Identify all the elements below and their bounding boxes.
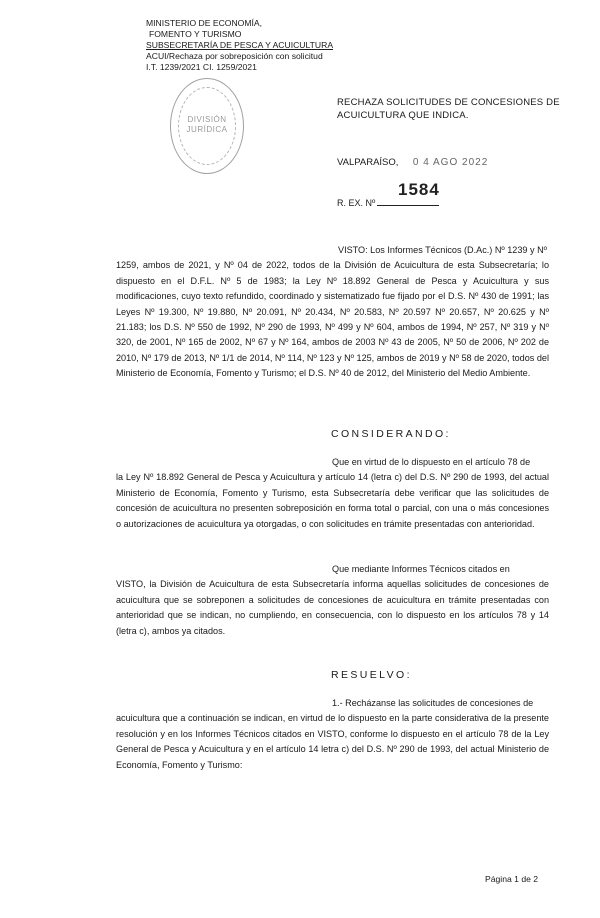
- considerando-heading: CONSIDERANDO:: [331, 428, 451, 440]
- subject-line-1: RECHAZA SOLICITUDES DE CONCESIONES DE: [337, 97, 560, 108]
- resuelvo-heading: RESUELVO:: [331, 669, 412, 681]
- stamp-line-1: DIVISIÓN: [187, 115, 227, 124]
- considerando-p2-body: VISTO, la División de Acuicultura de esta Subsecretaría informa aquellas solicitudes de concesiones de acuicultura que se sobreponen a solicitudes de concesiones de acuicultura en trámite presentadas con anterioridad que se indican, no cumpliendo, en consecuencia, con lo dispuesto en los artículos 78 y 14 (letra c), ambos ya citados.: [116, 579, 549, 636]
- file-reference: I.T. 1239/2021 CI. 1259/2021: [146, 62, 257, 72]
- visto-paragraph: [116, 243, 549, 382]
- resuelvo-p1-body: acuicultura que a continuación se indican, en virtud de lo dispuesto en la parte considerativa de la presente resolución y en los Informes Técnicos citados en VISTO, conforme lo dispuesto en el artículo 78 de la Ley General de Pesca y Acuicultura y en el artículo 14 letra c) del D.S. Nº 290 de 1993, del actual Ministerio de Economía, Fomento y Turismo:: [116, 713, 549, 770]
- ministry-name: MINISTERIO DE ECONOMÍA,: [146, 18, 263, 28]
- place-label: VALPARAÍSO,: [337, 157, 399, 168]
- ministry-header: [146, 18, 333, 73]
- ministry-name-2: FOMENTO Y TURISMO: [149, 29, 242, 39]
- resolution-label: R. EX. Nº: [337, 198, 376, 208]
- considerando-p1-body: la Ley Nº 18.892 General de Pesca y Acuicultura y artículo 14 (letra c) del D.S. Nº 290 de 1993, del actual Ministerio de Economía, Fomento y Turismo, esta Subsecretaría debe verificar que las solicitudes de concesión de acuicultura no presenten sobreposición en forma total o parcial, con una o más concesiones o autorizaciones de acuicultura ya otorgadas, o con solicitudes en trámite presentadas con anterioridad.: [116, 472, 549, 529]
- page-number: Página 1 de 2: [485, 874, 539, 884]
- considerando-p1-first: Que en virtud de lo dispuesto en el artículo 78 de: [332, 457, 531, 467]
- subsecretaria-name: SUBSECRETARÍA DE PESCA Y ACUICULTURA: [146, 40, 334, 50]
- division-juridica-stamp: [170, 78, 244, 174]
- considerando-paragraph-2: [116, 562, 549, 639]
- subject-line-2: ACUICULTURA QUE INDICA.: [337, 110, 469, 121]
- considerando-paragraph-1: [116, 455, 549, 532]
- date-stamp: 0 4 AGO 2022: [412, 157, 489, 168]
- resuelvo-p1-first: 1.- Recházanse las solicitudes de concesiones de: [332, 698, 534, 708]
- resolution-subject: [337, 96, 560, 122]
- reference-line: ACUI/Rechaza por sobreposición con solicitud: [146, 51, 323, 61]
- visto-body: 1259, ambos de 2021, y Nº 04 de 2022, todos de la División de Acuicultura de esta Subsecretaría; lo dispuesto en el D.F.L. Nº 5 de 1983; la Ley Nº 18.892 General de Pesca y Acuicultura y sus modificaciones, cuyo texto refundido, coordinado y sistematizado fue fijado por el D.S. Nº 430 de 1991; las Leyes Nº 19.300, Nº 19.880, Nº 20.091, Nº 20.434, Nº 20.583, Nº 20.597 Nº 20.657, Nº 20.625 y Nº 21.183; los D.S. Nº 550 de 1992, Nº 290 de 1993, Nº 499 y Nº 604, ambos de 1994, Nº 257, Nº 319 y Nº 320, de 2001, Nº 165 de 2002, Nº 67 y Nº 164, ambos de 2003 Nº 43 de 2005, Nº 50 de 2006, Nº 202 de 2010, Nº 179 de 2013, Nº 1/1 de 2014, Nº 114, Nº 123 y Nº 125, ambos de 2019 y Nº 58 de 2020, todos del Ministerio de Economía, Fomento y Turismo; el D.S. Nº 40 de 2012, del Ministerio del Medio Ambiente.: [116, 260, 549, 379]
- considerando-p2-first: Que mediante Informes Técnicos citados en: [332, 564, 510, 574]
- place-date: [337, 152, 488, 170]
- stamp-line-2: JURÍDICA: [186, 125, 228, 134]
- visto-first-line: VISTO: Los Informes Técnicos (D.Ac.) Nº 1239 y Nº: [338, 245, 547, 255]
- resuelvo-paragraph-1: [116, 696, 549, 773]
- resolution-number: 1584: [398, 180, 440, 199]
